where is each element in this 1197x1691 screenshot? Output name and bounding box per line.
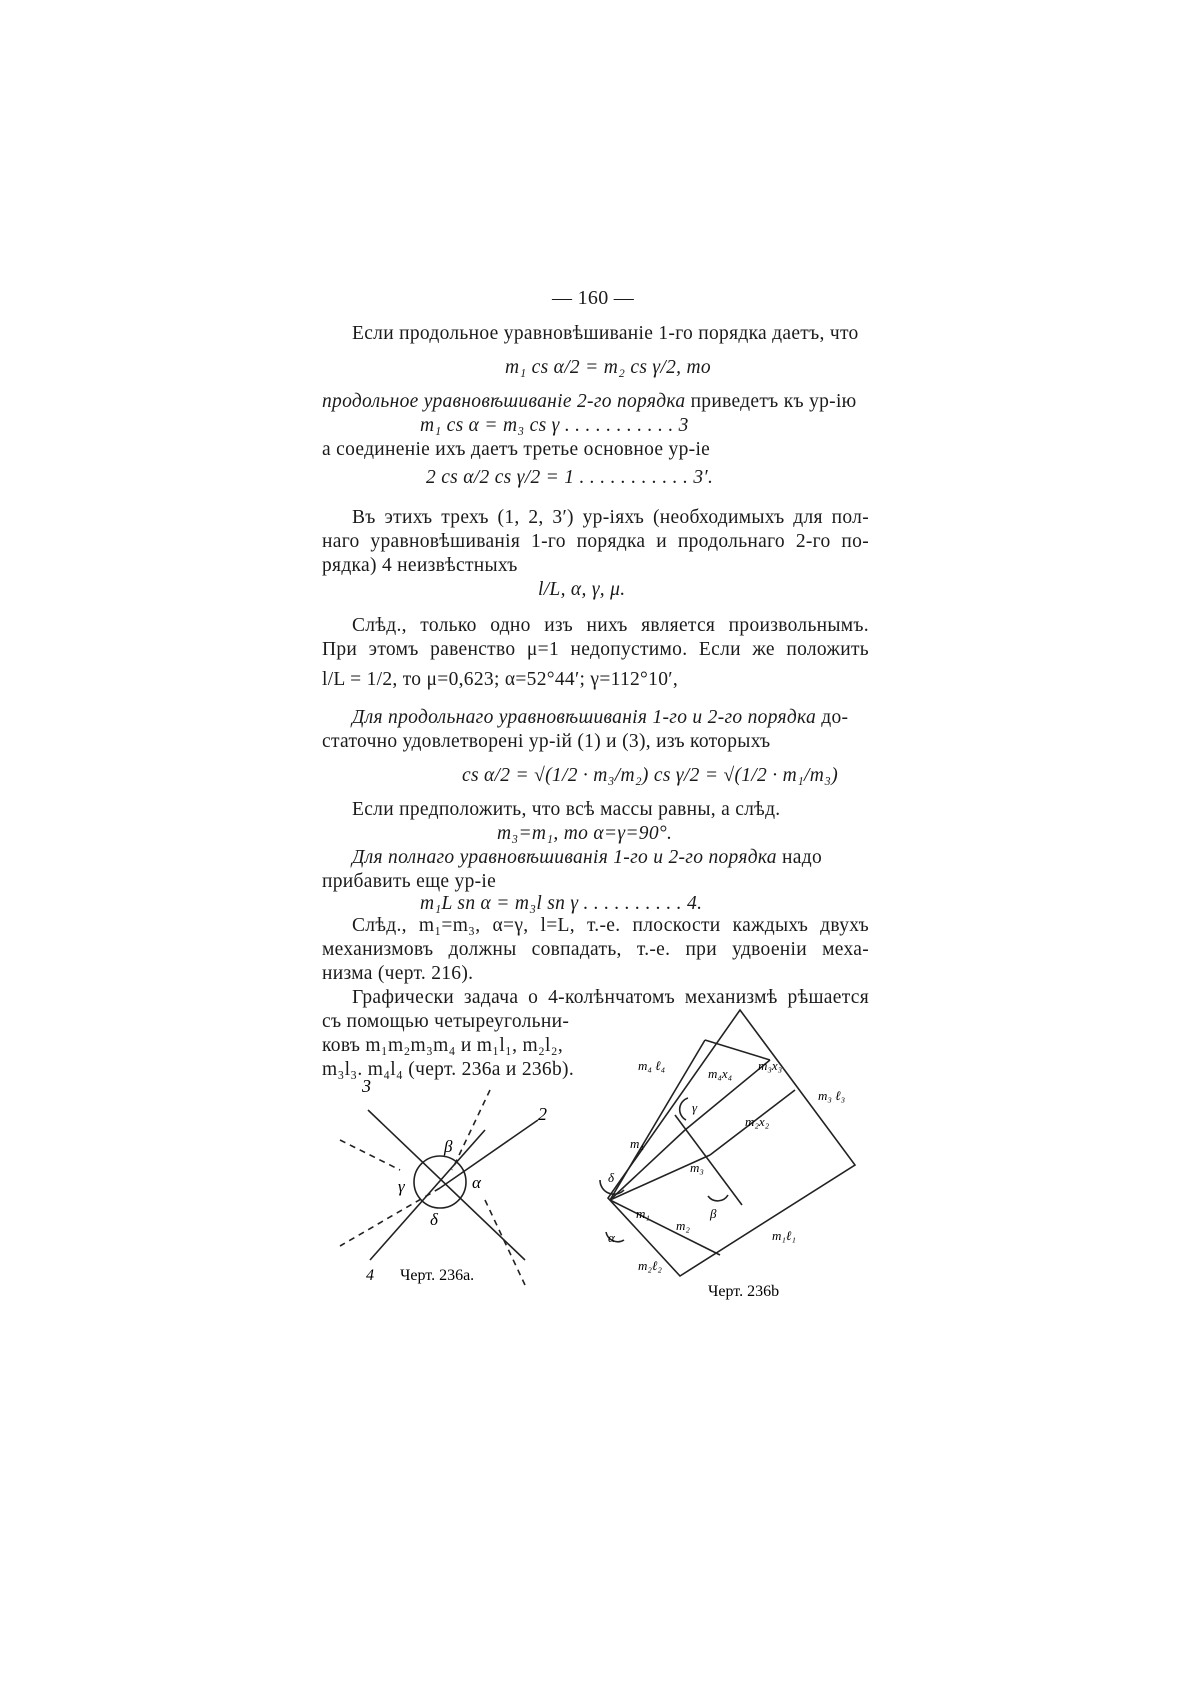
label-gamma: γ xyxy=(398,1177,405,1196)
label-gamma: γ xyxy=(692,1100,698,1115)
caption: Черт. 236a. xyxy=(400,1267,475,1284)
label-m2: m₂ xyxy=(676,1218,690,1233)
text-line xyxy=(352,706,869,730)
equation: l/L, α, γ, μ. xyxy=(538,579,626,600)
text-line: съ помощью четыреугольни- xyxy=(322,1011,570,1032)
text-line: Слѣд., m₁=m₃, α=γ, l=L, т.-е. плоскости каждыхъ двухъ xyxy=(352,915,869,936)
text-line: Графически задача о 4-колѣнчатомъ механизмѣ рѣшается xyxy=(352,987,869,1008)
outer-rectangle xyxy=(608,1010,855,1276)
text-fragment: до- xyxy=(821,707,849,728)
label-m4l4: m₄ ℓ₄ xyxy=(638,1058,666,1073)
label-m3l3: m₃ ℓ₃ xyxy=(818,1088,846,1103)
text-fragment: приведетъ къ ур-ію xyxy=(690,391,857,412)
equation: 2 cs α/2 cs γ/2 = 1 . . . . . . . . . . . 3′. xyxy=(426,467,714,488)
figure-236a xyxy=(330,1070,570,1300)
italic-phrase: продольное уравновѣшиваніе 2-го порядка xyxy=(322,391,686,412)
label-3: 3 xyxy=(362,1076,371,1096)
page-number: — 160 — xyxy=(552,287,635,309)
dashed-line xyxy=(340,1140,400,1170)
angle-gamma-arc xyxy=(680,1098,688,1120)
label-m2l2: m₂ℓ₂ xyxy=(638,1258,662,1273)
text-line: низма (черт. 216). xyxy=(322,963,474,984)
text-line: Въ этихъ трехъ (1, 2, 3′) ур-іяхъ (необходимыхъ для пол- xyxy=(352,507,869,528)
label-m3x3: m₃x₃ xyxy=(758,1058,783,1073)
italic-phrase: Для полнаго уравновѣшиванія 1-го и 2-го порядка xyxy=(352,847,777,868)
label-m3: m₃ xyxy=(690,1160,704,1175)
label-m1: m₁ xyxy=(636,1206,650,1221)
label-delta: δ xyxy=(430,1210,438,1229)
italic-phrase: Для продольнаго уравновѣшиванія 1-го и 2-го порядка xyxy=(352,707,817,728)
equation: m₁ cs α = m₃ cs γ . . . . . . . . . . . 3 xyxy=(420,415,689,436)
text-line: статочно удовлетворені ур-ій (1) и (3), изъ которыхъ xyxy=(322,731,771,752)
angle-beta-arc xyxy=(708,1195,728,1201)
text-line: Если продольное уравновѣшиваніе 1-го порядка даетъ, что xyxy=(352,323,859,344)
text-line: При этомъ равенство μ=1 недопустимо. Если же положить xyxy=(322,639,869,660)
line-3 xyxy=(368,1110,525,1260)
label-beta: β xyxy=(710,1206,717,1221)
line-2 xyxy=(440,1120,538,1188)
label-m4: m₄ xyxy=(630,1136,644,1151)
text-line: m₃l₃. m₄l₄ (черт. 236a и 236b). xyxy=(322,1059,575,1080)
figure-236b xyxy=(580,1000,890,1310)
text-line: ковъ m₁m₂m₃m₄ и m₁l₁, m₂l₂, xyxy=(322,1035,564,1056)
equation: m₁ cs α/2 = m₂ cs γ/2, то xyxy=(505,357,711,378)
dashed-line xyxy=(485,1200,525,1285)
text-line: механизмовъ должны совпадать, т.-е. при удвоеніи меха- xyxy=(322,939,869,960)
text-line xyxy=(352,846,869,870)
label-m4x4: m₄x₄ xyxy=(708,1066,733,1081)
equation: m₃=m₁, то α=γ=90°. xyxy=(497,823,673,844)
text-line: наго уравновѣшиванія 1-го порядка и продольнаго 2-го по- xyxy=(322,531,869,552)
text-line: Слѣд., только одно изъ нихъ является произвольнымъ. xyxy=(352,615,869,636)
label-m1l1: m₁ℓ₁ xyxy=(772,1228,796,1243)
equation: l/L = 1/2, то μ=0,623; α=52°44′; γ=112°10′, xyxy=(322,669,678,690)
equation: m₁L sn α = m₃l sn γ . . . . . . . . . . 4. xyxy=(420,893,703,914)
side-m2 xyxy=(610,1200,720,1255)
label-delta: δ xyxy=(608,1170,615,1185)
text-line: а соединеніе ихъ даетъ третье основное ур-іе xyxy=(322,439,711,460)
equation: cs α/2 = √(1/2 · m₃/m₂) cs γ/2 = √(1/2 · m₁/m₃) xyxy=(462,765,839,786)
label-alpha: α xyxy=(472,1173,481,1192)
text-line: рядка) 4 неизвѣстныхъ xyxy=(322,555,518,576)
label-m2x2: m₂x₂ xyxy=(745,1114,770,1129)
text-line: Если предположить, что всѣ массы равны, а слѣд. xyxy=(352,799,781,820)
label-2: 2 xyxy=(538,1104,547,1124)
text-fragment: надо xyxy=(782,847,823,868)
caption: Черт. 236b xyxy=(708,1283,780,1300)
label-4: 4 xyxy=(366,1267,374,1284)
label-beta: β xyxy=(444,1137,453,1156)
label-alpha: α xyxy=(608,1230,615,1245)
text-line: прибавить еще ур-іе xyxy=(322,871,497,892)
inner-line xyxy=(705,1040,770,1060)
text-line xyxy=(322,390,869,414)
side-m3 xyxy=(675,1115,742,1205)
